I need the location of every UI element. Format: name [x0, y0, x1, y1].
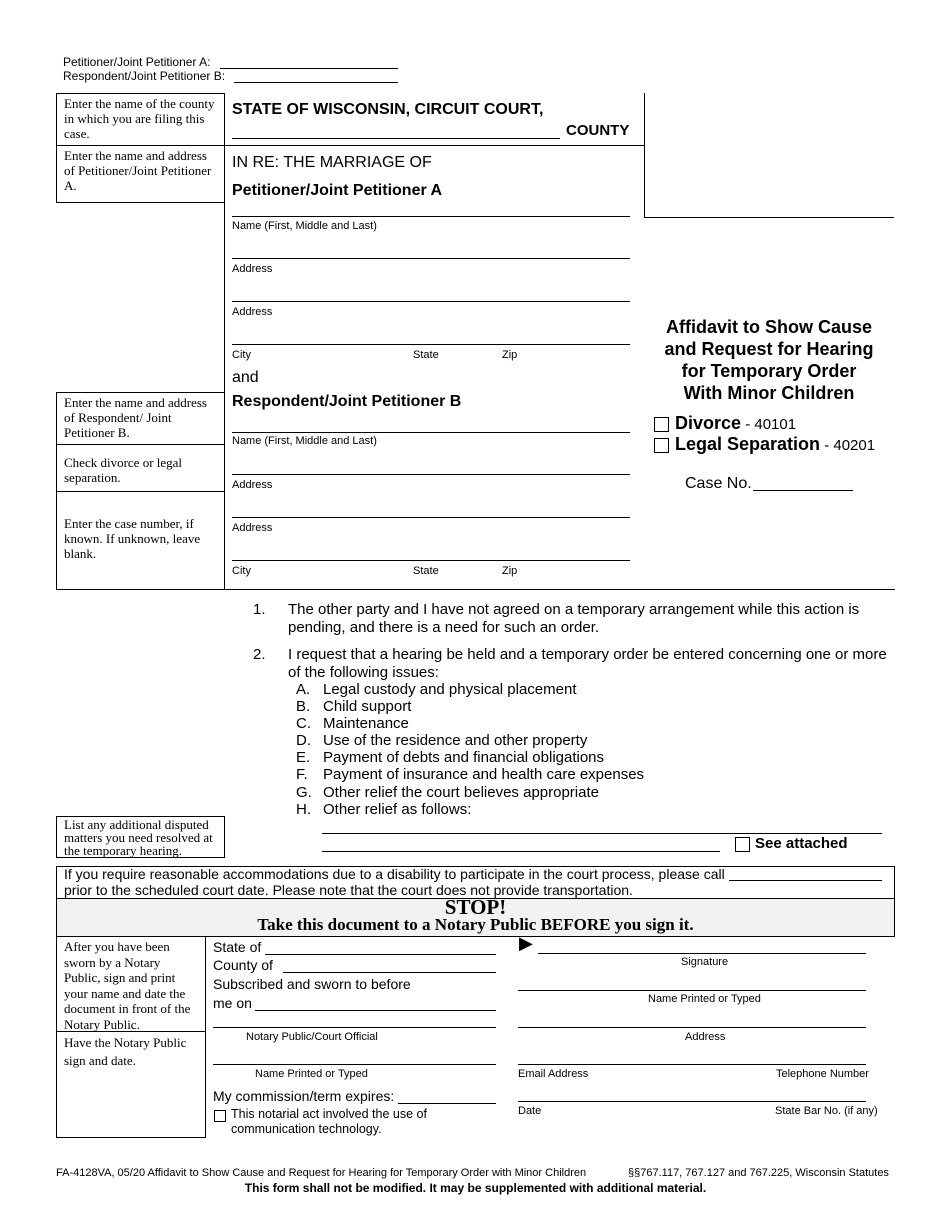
issue-item: [296, 681, 644, 698]
issue-item: [296, 766, 644, 783]
issue-text: Payment of insurance and health care expenses: [323, 766, 645, 784]
instruction-disputed-text: List any additional disputed matters you need resolved at the temporary hearing.: [64, 817, 213, 858]
footer-statutes: §§767.117, 767.127 and 767.225, Wisconsin Statutes: [628, 1167, 889, 1179]
petitioner-address2-field[interactable]: [232, 301, 630, 302]
respondent-zip-label: Zip: [502, 565, 518, 577]
respondent-name-field[interactable]: [232, 432, 630, 433]
respondent-address1-field[interactable]: [232, 474, 630, 475]
respondent-city-field[interactable]: [232, 560, 630, 561]
court-heading: STATE OF WISCONSIN, CIRCUIT COURT,: [232, 101, 544, 118]
issue-letter: D.: [296, 732, 311, 750]
signer-date-bar-field[interactable]: [518, 1101, 866, 1102]
issue-text: Other relief the court believes appropriate: [323, 783, 599, 801]
footer-form-id: FA-4128VA, 05/20 Affidavit to Show Cause and Request for Hearing for Temporary Order with Minor Children: [56, 1167, 587, 1179]
commission-field[interactable]: [398, 1103, 496, 1104]
county-label: COUNTY: [566, 122, 630, 139]
issue-item: [296, 698, 644, 715]
respondent-b-header-field[interactable]: [234, 82, 398, 83]
issue-item: [296, 801, 644, 818]
instruction-disputed: [56, 816, 225, 858]
respondent-b-header-label: Respondent/Joint Petitioner B:: [63, 69, 226, 83]
item2-number: 2.: [253, 646, 266, 663]
legal-separation-code: - 40201: [820, 437, 876, 454]
issue-item: [296, 749, 644, 766]
issue-letter: B.: [296, 698, 311, 716]
petitioner-a-header-field[interactable]: [220, 68, 398, 69]
signer-address-label: Address: [685, 1031, 726, 1043]
issue-item: [296, 784, 644, 801]
instruction-after-sworn: [56, 936, 206, 1032]
petitioner-name-label: Name (First, Middle and Last): [232, 220, 377, 232]
respondent-heading: Respondent/Joint Petitioner B: [232, 393, 462, 410]
legal-separation-label: Legal Separation: [675, 434, 821, 454]
issue-text: Use of the residence and other property: [323, 732, 588, 750]
instruction-after-sworn-text: After you have been sworn by a Notary Public, sign and print your name and date the document in front of the Notary Public.: [64, 939, 191, 1032]
notary-name-field[interactable]: [213, 1064, 496, 1065]
notary-name-label: Name Printed or Typed: [255, 1068, 368, 1080]
stop-subtitle: Take this document to a Notary Public BEFORE you sign it.: [257, 915, 694, 934]
signer-address-field[interactable]: [518, 1027, 866, 1028]
issue-item: [296, 732, 644, 749]
divorce-code: - 40101: [741, 416, 797, 433]
notary-official-field[interactable]: [213, 1027, 496, 1028]
issue-text: Maintenance: [323, 715, 409, 733]
other-relief-field-1[interactable]: [322, 833, 882, 834]
signer-bar-no-label: State Bar No. (if any): [775, 1105, 878, 1117]
instruction-check-type-text: Check divorce or legal separation.: [64, 455, 183, 485]
divorce-checkbox[interactable]: [654, 417, 669, 432]
instruction-notary-sign-text: Have the Notary Public sign and date.: [64, 1035, 187, 1068]
issue-letter: E.: [296, 749, 311, 767]
issue-letter: F.: [296, 766, 308, 784]
issue-text: Child support: [323, 698, 412, 716]
petitioner-address1-field[interactable]: [232, 258, 630, 259]
instruction-petitioner-a: [56, 145, 225, 203]
instruction-county-text: Enter the name of the county in which you are filing this case.: [64, 96, 215, 141]
county-field[interactable]: [232, 138, 560, 139]
other-relief-field-2[interactable]: [322, 851, 720, 852]
issue-letter: A.: [296, 681, 311, 698]
communication-tech-checkbox[interactable]: [214, 1110, 226, 1122]
accommodations-text: If you require reasonable accommodations due to a disability to participate in the court process, please call: [64, 866, 725, 882]
notary-official-label: Notary Public/Court Official: [246, 1031, 378, 1043]
caption-right-border: [644, 93, 645, 218]
issue-text: Payment of debts and financial obligations: [323, 749, 605, 767]
case-no-label: Case No.: [685, 475, 752, 492]
issue-letter: H.: [296, 800, 311, 818]
case-no-field[interactable]: [753, 490, 853, 491]
me-on-label: me on: [213, 995, 252, 1011]
instruction-respondent-b-text: Enter the name and address of Respondent/ Joint Petitioner B.: [64, 395, 207, 440]
caption-left-border: [224, 93, 225, 590]
caption-divider: [224, 145, 644, 146]
divorce-option: [675, 413, 796, 434]
instruction-check-type: [56, 444, 225, 492]
petitioner-address2-label: Address: [232, 306, 273, 318]
petitioner-zip-label: Zip: [502, 349, 518, 361]
communication-tech-label: This notarial act involved the use of communication technology.: [231, 1107, 427, 1136]
issue-text: Legal custody and physical placement: [323, 681, 577, 698]
signer-email-phone-field[interactable]: [518, 1064, 866, 1065]
respondent-address1-label: Address: [232, 479, 273, 491]
county-of-field[interactable]: [283, 972, 496, 973]
form-title-line1: Affidavit to Show Cause: [665, 317, 872, 337]
signer-name-label: Name Printed or Typed: [648, 993, 761, 1005]
signature-arrow-icon: ▶: [519, 933, 533, 953]
instruction-county: [56, 93, 225, 146]
footer-notice: This form shall not be modified. It may be supplemented with additional material.: [244, 1181, 707, 1195]
caption-bottom-border: [56, 589, 895, 590]
form-title-line3: for Temporary Order: [681, 361, 857, 381]
instruction-respondent-b: [56, 392, 225, 445]
instruction-case-number: [56, 491, 225, 590]
instruction-case-number-text: Enter the case number, if known. If unknown, leave blank.: [64, 516, 201, 561]
petitioner-name-field[interactable]: [232, 216, 630, 217]
legal-separation-checkbox[interactable]: [654, 438, 669, 453]
petitioner-city-label: City: [232, 349, 251, 361]
petitioner-state-label: State: [413, 349, 439, 361]
see-attached-label: See attached: [755, 835, 848, 852]
respondent-address2-label: Address: [232, 522, 273, 534]
legal-separation-option: [675, 434, 875, 455]
signature-label: Signature: [681, 956, 729, 968]
signer-name-field[interactable]: [518, 990, 866, 991]
state-of-field[interactable]: [265, 954, 496, 955]
subscribed-label: Subscribed and sworn to before: [213, 976, 411, 992]
item1-number: 1.: [253, 601, 266, 618]
issue-item: [296, 715, 644, 732]
county-of-label: County of: [213, 957, 273, 973]
petitioner-a-header-label: Petitioner/Joint Petitioner A:: [63, 55, 211, 69]
respondent-city-label: City: [232, 565, 251, 577]
and-label: and: [232, 369, 259, 386]
form-title-line4: With Minor Children: [683, 383, 855, 403]
issue-text: Other relief as follows:: [323, 800, 472, 818]
in-re-heading: IN RE: THE MARRIAGE OF: [232, 154, 432, 171]
respondent-state-label: State: [413, 565, 439, 577]
instruction-petitioner-a-text: Enter the name and address of Petitioner/Joint Petitioner A.: [64, 148, 212, 193]
commission-label: My commission/term expires:: [213, 1088, 395, 1104]
petitioner-heading: Petitioner/Joint Petitioner A: [232, 182, 443, 199]
see-attached-checkbox[interactable]: [735, 837, 750, 852]
me-on-field[interactable]: [255, 1010, 496, 1011]
respondent-address2-field[interactable]: [232, 517, 630, 518]
stop-title: STOP!: [444, 895, 507, 919]
form-title-line2: and Request for Hearing: [664, 339, 874, 359]
issue-letter: C.: [296, 715, 311, 733]
accommodations-phone-field[interactable]: [729, 880, 882, 881]
respondent-name-label: Name (First, Middle and Last): [232, 435, 377, 447]
item1-text: The other party and I have not agreed on a temporary arrangement while this action is pending, and there is a need for such an order.: [288, 601, 860, 636]
form-title: [644, 316, 894, 404]
petitioner-city-field[interactable]: [232, 344, 630, 345]
issues-list: [296, 681, 644, 818]
signer-date-label: Date: [518, 1105, 542, 1117]
signer-telephone-label: Telephone Number: [776, 1068, 869, 1080]
signature-field[interactable]: [538, 953, 866, 954]
signer-email-label: Email Address: [518, 1068, 589, 1080]
petitioner-address1-label: Address: [232, 263, 273, 275]
state-of-label: State of: [213, 939, 262, 955]
item2-text: I request that a hearing be held and a temporary order be entered concerning one or more of the following issues:: [288, 646, 887, 681]
accommodations-text2: prior to the scheduled court date. Please note that the court does not provide transportation.: [64, 882, 633, 898]
instruction-notary-sign: [56, 1031, 206, 1138]
issue-letter: G.: [296, 783, 312, 801]
divorce-label: Divorce: [675, 413, 742, 433]
caption-right-divider: [644, 217, 894, 218]
